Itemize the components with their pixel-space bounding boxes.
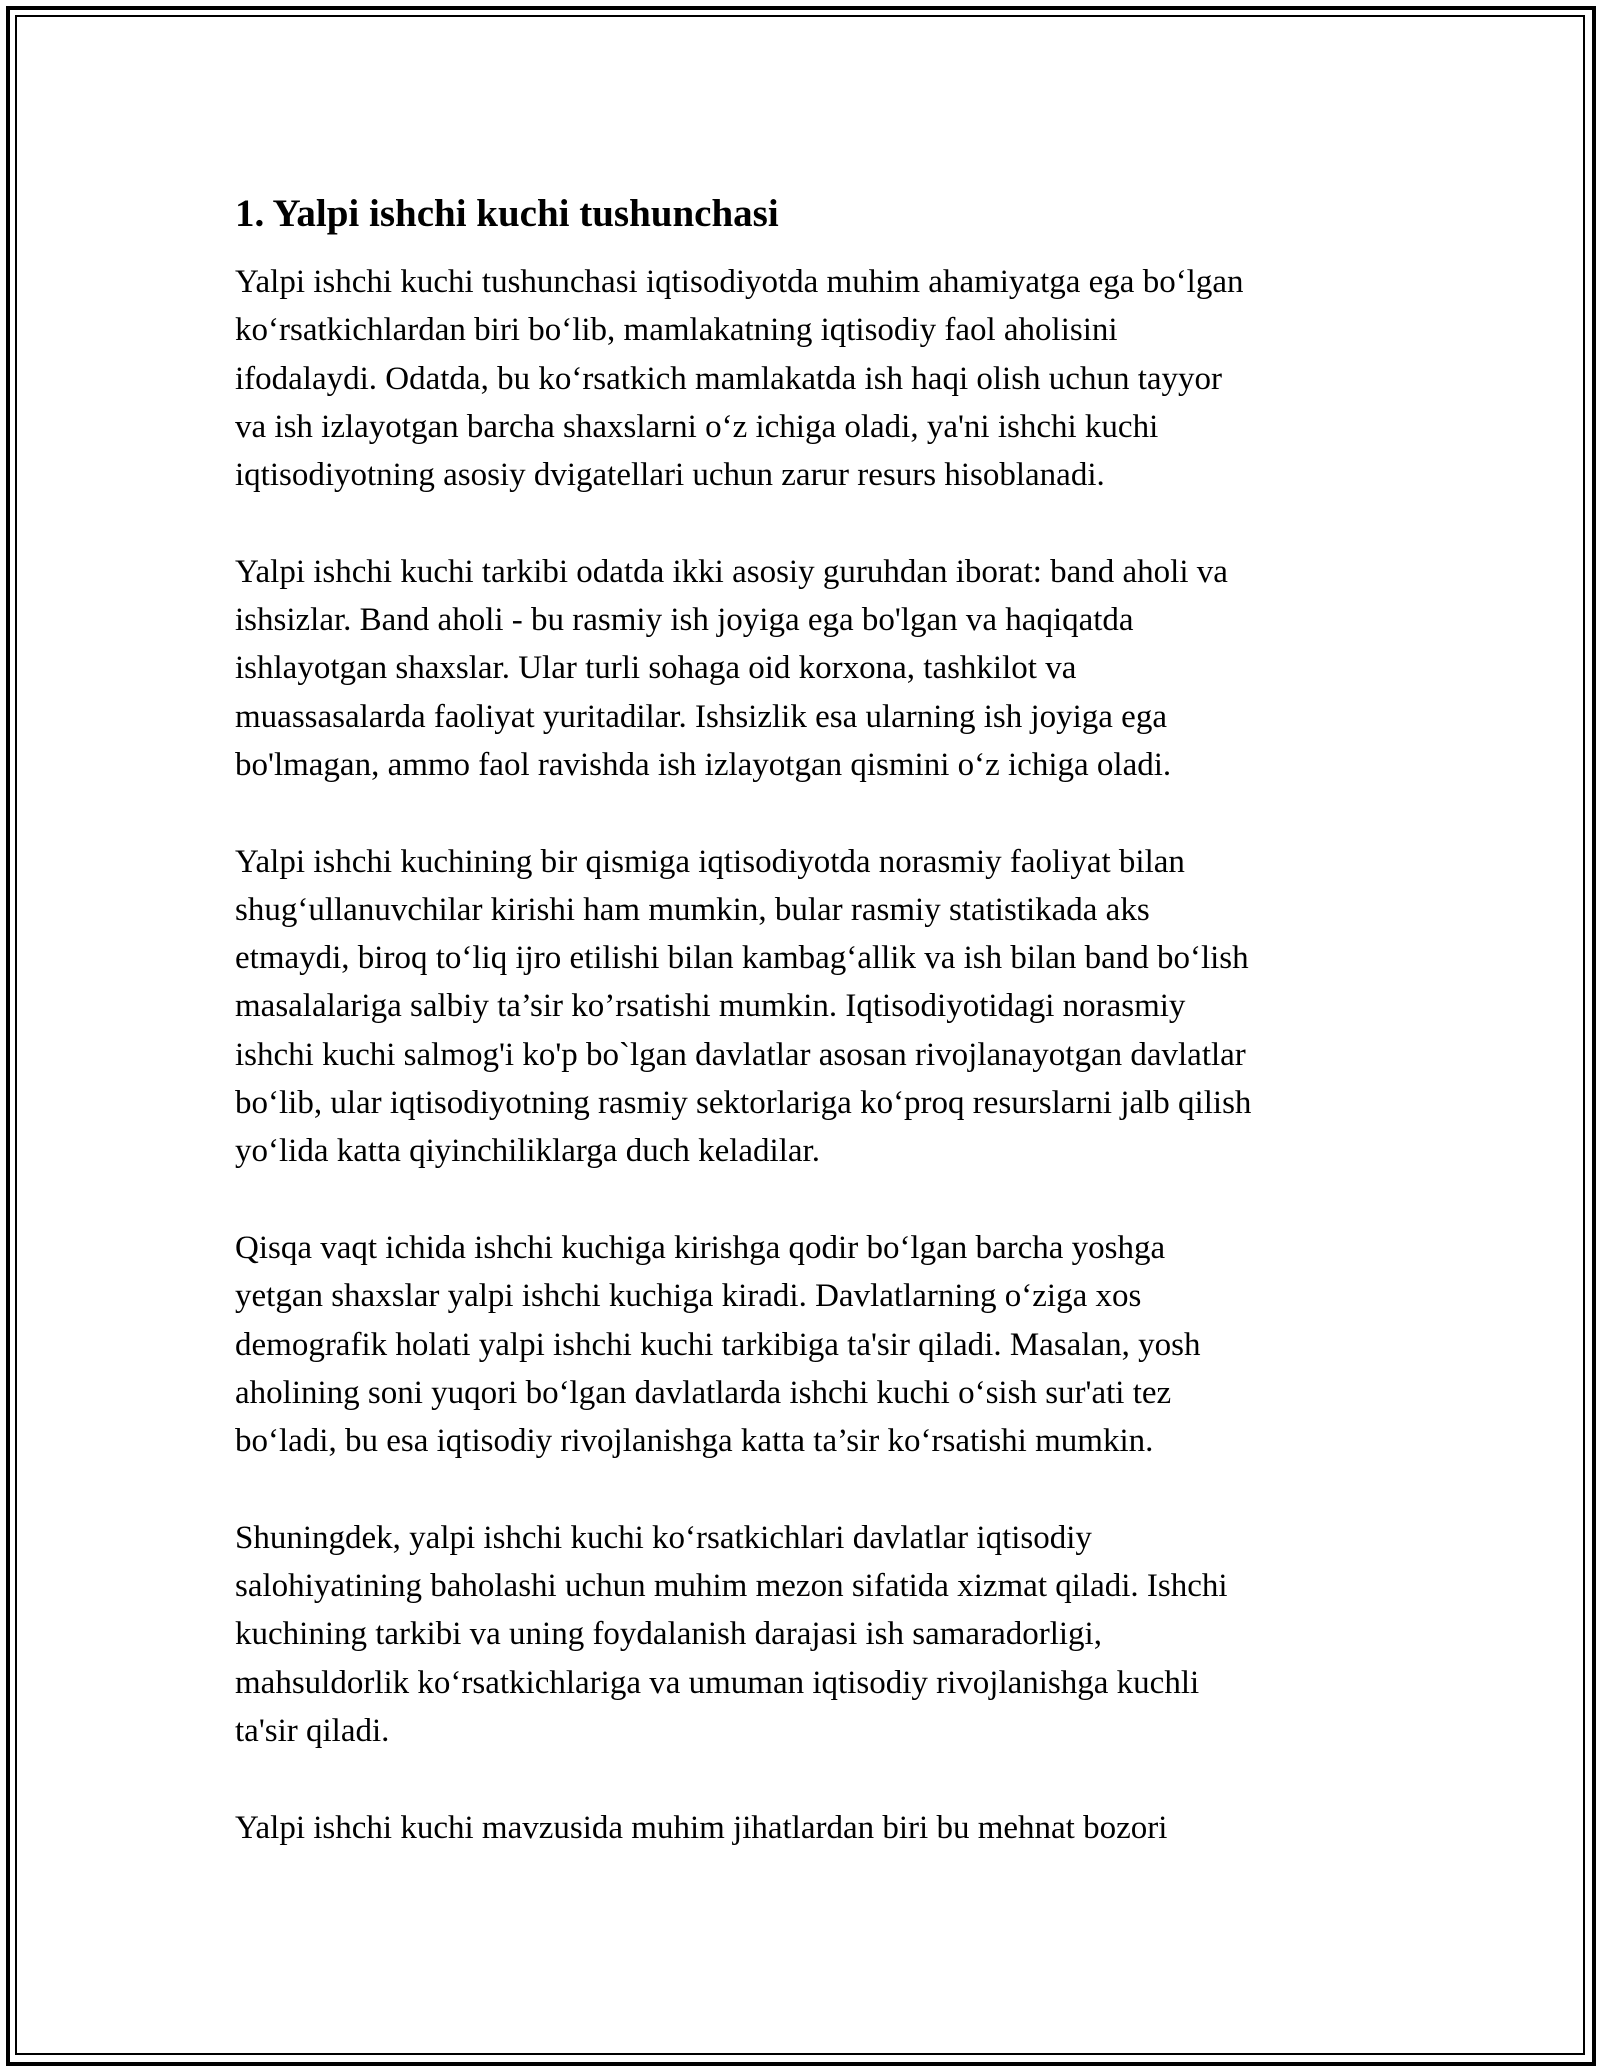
text-line: bo'lmagan, ammo faol ravishda ish izlayotgan qismini o‘z ichiga oladi.	[235, 746, 1172, 783]
text-line: Yalpi ishchi kuchi tarkibi odatda ikki asosiy guruhdan iborat: band aholi va	[235, 553, 1228, 590]
paragraph	[235, 838, 1385, 1176]
text-line: Yalpi ishchi kuchining bir qismiga iqtisodiyotda norasmiy faoliyat bilan	[235, 843, 1185, 880]
text-line: ifodalaydi. Odatda, bu ko‘rsatkich mamlakatda ish haqi olish uchun tayyor	[235, 360, 1223, 397]
text-line: Yalpi ishchi kuchi tushunchasi iqtisodiyotda muhim ahamiyatga ega bo‘lgan	[235, 264, 1244, 300]
text-line: bo‘lib, ular iqtisodiyotning rasmiy sektorlariga ko‘proq resurslarni jalb qilish	[235, 1085, 1252, 1122]
paragraph	[235, 1514, 1385, 1755]
text-line: ishsizlar. Band aholi - bu rasmiy ish joyiga ega bo'lgan va haqiqatda	[235, 602, 1134, 639]
text-line: va ish izlayotgan barcha shaxslarni o‘z ichiga oladi, ya'ni ishchi kuchi	[235, 408, 1159, 445]
section-heading: 1. Yalpi ishchi kuchi tushunchasi	[235, 192, 779, 235]
text-line: Qisqa vaqt ichida ishchi kuchiga kirishga qodir bo‘lgan barcha yoshga	[235, 1229, 1166, 1266]
text-line: Shuningdek, yalpi ishchi kuchi ko‘rsatkichlari davlatlar iqtisodiy	[235, 1519, 1092, 1556]
paragraph	[235, 1804, 1385, 1852]
text-line: ishlayotgan shaxslar. Ular turli sohaga oid korxona, tashkilot va	[235, 650, 1077, 687]
paragraph-list	[235, 258, 1385, 1852]
paragraph	[235, 548, 1385, 789]
text-line: ta'sir qiladi.	[235, 1712, 390, 1749]
text-line: shug‘ullanuvchilar kirishi ham mumkin, bular rasmiy statistikada aks	[235, 891, 1150, 928]
text-line: aholining soni yuqori bo‘lgan davlatlarda ishchi kuchi o‘sish sur'ati tez	[235, 1374, 1172, 1411]
text-line: salohiyatining baholashi uchun muhim mezon sifatida xizmat qiladi. Ishchi	[235, 1568, 1228, 1605]
text-line: etmaydi, biroq to‘liq ijro etilishi bilan kambag‘allik va ish bilan band bo‘lish	[235, 940, 1249, 977]
paragraph	[235, 1224, 1385, 1465]
text-line: mahsuldorlik ko‘rsatkichlariga va umuman iqtisodiy rivojlanishga kuchli	[235, 1664, 1200, 1701]
paragraph	[235, 258, 1385, 499]
text-line: Yalpi ishchi kuchi mavzusida muhim jihatlardan biri bu mehnat bozori	[235, 1809, 1168, 1846]
text-line: masalalariga salbiy ta’sir ko’rsatishi mumkin. Iqtisodiyotidagi norasmiy	[235, 988, 1186, 1025]
text-line: yo‘lida katta qiyinchiliklarga duch keladilar.	[235, 1133, 820, 1170]
text-line: bo‘ladi, bu esa iqtisodiy rivojlanishga katta ta’sir ko‘rsatishi mumkin.	[235, 1423, 1154, 1460]
text-line: ishchi kuchi salmog'i ko'p bo`lgan davlatlar asosan rivojlanayotgan davlatlar	[235, 1036, 1246, 1073]
text-line: yetgan shaxslar yalpi ishchi kuchiga kiradi. Davlatlarning o‘ziga xos	[235, 1278, 1142, 1315]
text-line: kuchining tarkibi va uning foydalanish darajasi ish samaradorligi,	[235, 1616, 1102, 1653]
text-line: ko‘rsatkichlardan biri bo‘lib, mamlakatning iqtisodiy faol aholisini	[235, 312, 1118, 349]
text-line: demografik holati yalpi ishchi kuchi tarkibiga ta'sir qiladi. Masalan, yosh	[235, 1326, 1201, 1363]
text-line: iqtisodiyotning asosiy dvigatellari uchun zarur resurs hisoblanadi.	[235, 457, 1105, 494]
document-body	[235, 188, 1385, 1900]
text-line: muassasalarda faoliyat yuritadilar. Ishsizlik esa ularning ish joyiga ega	[235, 698, 1167, 735]
